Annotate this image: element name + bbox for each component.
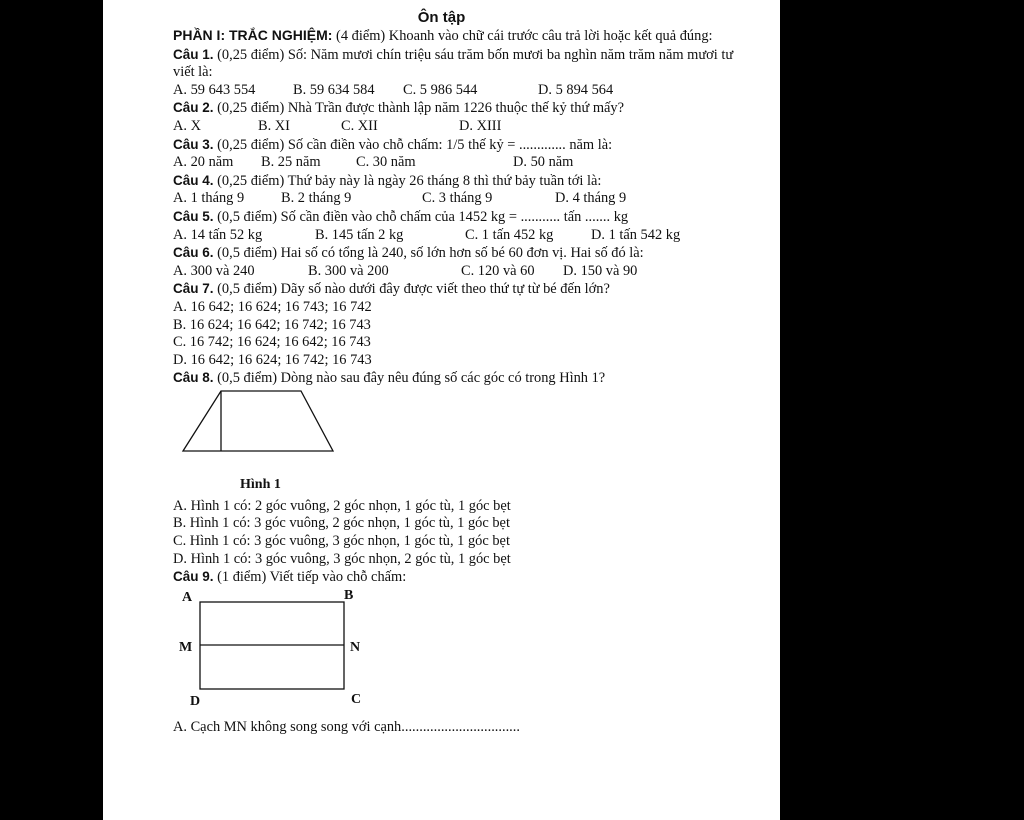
option[interactable]: A. 1 tháng 9	[173, 190, 245, 207]
option[interactable]: B. XI	[258, 117, 290, 134]
question-7: Câu 7. (0,5 điểm) Dãy số nào dưới đây được viết theo thứ tự từ bé đến lớn?	[173, 281, 610, 298]
section-label: PHẦN I: TRẮC NGHIỆM:	[173, 27, 333, 43]
option[interactable]: D. 50 năm	[513, 154, 574, 171]
document-page	[103, 0, 780, 820]
fill-in-item[interactable]: A. Cạch MN không song song với cạnh.................................	[173, 718, 520, 735]
figure-1-caption: Hình 1	[240, 476, 281, 492]
option[interactable]: A. 59 643 554	[173, 81, 256, 98]
question-3-options	[173, 154, 740, 172]
question-5-options	[173, 227, 740, 245]
section-text: (4 điểm) Khoanh vào chữ cái trước câu trả lời hoặc kết quả đúng:	[336, 28, 713, 44]
point-label-m: M	[179, 639, 193, 655]
option[interactable]: A. 20 năm	[173, 154, 234, 171]
option[interactable]: D. 5 894 564	[538, 81, 614, 98]
option[interactable]: B. Hình 1 có: 3 góc vuông, 2 góc nhọn, 1 góc tù, 1 góc bẹt	[173, 515, 510, 532]
option[interactable]: B. 25 năm	[261, 154, 321, 171]
question-1-options	[173, 82, 740, 100]
question-2: Câu 2. (0,25 điểm) Nhà Trần được thành lập năm 1226 thuộc thế kỷ thứ mấy?	[173, 100, 625, 117]
document-body	[173, 27, 740, 736]
option[interactable]: B. 16 624; 16 642; 16 742; 16 743	[173, 316, 371, 333]
option[interactable]: D. 150 và 90	[563, 262, 638, 279]
option[interactable]: A. X	[173, 117, 201, 134]
option[interactable]: C. 1 tấn 452 kg	[465, 226, 554, 243]
option[interactable]: C. 120 và 60	[461, 262, 535, 279]
question-2-options	[173, 118, 740, 136]
vertex-label-b: B	[344, 587, 354, 603]
option[interactable]: B. 145 tấn 2 kg	[315, 226, 404, 243]
option[interactable]: B. 2 tháng 9	[281, 190, 352, 207]
option[interactable]: C. Hình 1 có: 3 góc vuông, 3 góc nhọn, 1 góc tù, 1 góc bẹt	[173, 533, 510, 550]
option[interactable]: A. 300 và 240	[173, 262, 255, 279]
trapezoid-shape	[183, 391, 333, 451]
page-title: Ôn tập	[417, 9, 466, 26]
rectangle-figure	[199, 601, 347, 693]
option[interactable]: A. 14 tấn 52 kg	[173, 226, 263, 243]
option[interactable]: B. 59 634 584	[293, 81, 375, 98]
question-3: Câu 3. (0,25 điểm) Số cần điền vào chỗ chấm: 1/5 thế kỷ = ............. năm là:	[173, 136, 613, 153]
option[interactable]: A. Hình 1 có: 2 góc vuông, 2 góc nhọn, 1 góc tù, 1 góc bẹt	[173, 497, 511, 514]
trapezoid-figure	[181, 390, 341, 454]
option[interactable]: A. 16 642; 16 624; 16 743; 16 742	[173, 298, 372, 315]
option[interactable]: D. 1 tấn 542 kg	[591, 226, 681, 243]
question-4: Câu 4. (0,25 điểm) Thứ bảy này là ngày 26 tháng 8 thì thứ bảy tuần tới là:	[173, 172, 602, 189]
option[interactable]: C. 30 năm	[356, 154, 416, 171]
question-8: Câu 8. (0,5 điểm) Dòng nào sau đây nêu đúng số các góc có trong Hình 1?	[173, 370, 606, 387]
option[interactable]: D. 16 642; 16 624; 16 742; 16 743	[173, 351, 372, 368]
vertex-label-d: D	[190, 693, 201, 709]
option[interactable]: C. XII	[341, 117, 378, 134]
option[interactable]: D. XIII	[459, 117, 502, 134]
option[interactable]: C. 5 986 544	[403, 81, 478, 98]
question-5: Câu 5. (0,5 điểm) Số cần điền vào chỗ chấm của 1452 kg = ........... tấn ....... kg	[173, 208, 629, 225]
point-label-n: N	[350, 639, 361, 655]
option[interactable]: D. Hình 1 có: 3 góc vuông, 3 góc nhọn, 2 góc tù, 1 góc bẹt	[173, 550, 511, 567]
figure-1	[173, 388, 740, 472]
vertex-label-c: C	[351, 691, 362, 707]
question-9: Câu 9. (1 điểm) Viết tiếp vào chỗ chấm:	[173, 569, 407, 586]
vertex-label-a: A	[182, 589, 193, 605]
question-6-options	[173, 263, 740, 281]
question-1: Câu 1. (0,25 điểm) Số: Năm mươi chín triệu sáu trăm bốn mươi ba nghìn năm trăm năm mươi tư viết là:	[173, 46, 734, 81]
figure-rectangle	[173, 587, 740, 719]
section-heading	[173, 27, 740, 46]
option[interactable]: C. 16 742; 16 624; 16 642; 16 743	[173, 334, 371, 351]
option[interactable]: C. 3 tháng 9	[422, 190, 493, 207]
option[interactable]: D. 4 tháng 9	[555, 190, 627, 207]
option[interactable]: B. 300 và 200	[308, 262, 389, 279]
question-6: Câu 6. (0,5 điểm) Hai số có tổng là 240, số lớn hơn số bé 60 đơn vị. Hai số đó là:	[173, 245, 644, 262]
question-4-options	[173, 190, 740, 208]
